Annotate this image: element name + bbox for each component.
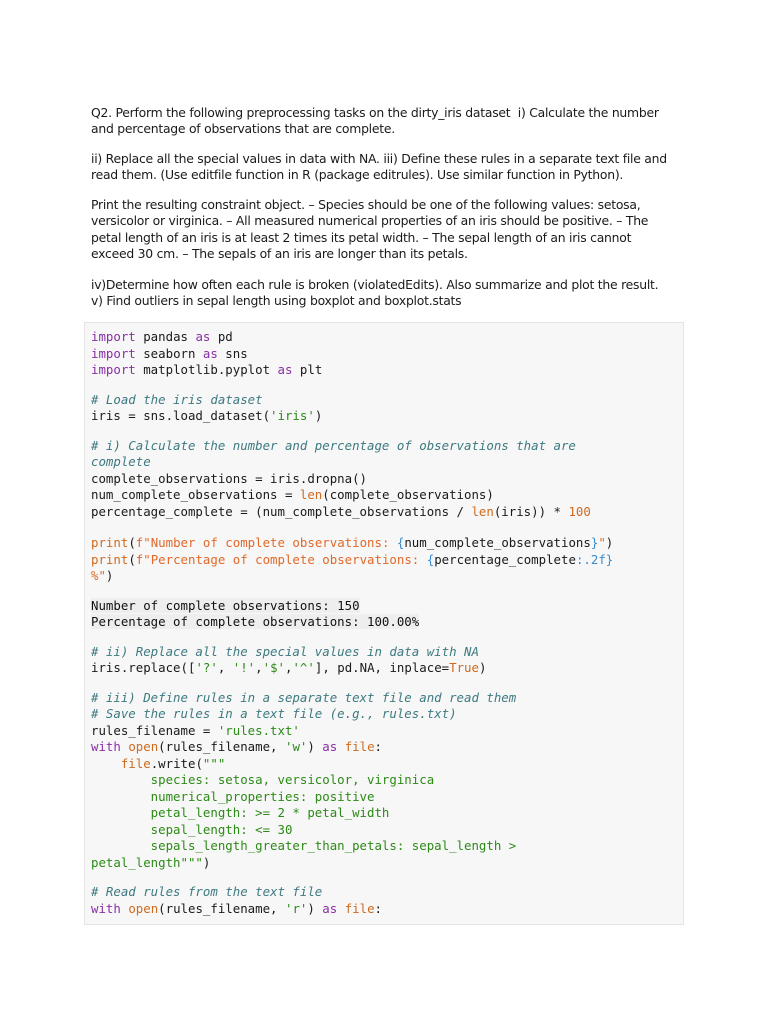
- code-token: 100: [568, 503, 591, 519]
- code-token: ): [478, 660, 487, 675]
- code-token: ], pd.NA, inplace=: [314, 660, 450, 675]
- code-token: len: [299, 487, 323, 502]
- output-text: Number of complete observations: 150: [91, 597, 360, 613]
- code-token: species: setosa, versicolor, virginica: [91, 772, 435, 787]
- constraint-description: Print the resulting constraint object. – Species should be one of the following values: setosa, versicolor or virginica. – All measured numerical properties of an iris should be positive. – The petal length of an iris is at least 2 times its petal width. – The sepal length of an iris cannot exceed 30 cm. – The sepals of an iris are longer than its petals.: [91, 197, 649, 262]
- code-line: [91, 901, 382, 918]
- code-token: 'r': [284, 900, 308, 916]
- code-token: ": [598, 535, 606, 550]
- code-token: (iris)) *: [493, 503, 569, 519]
- code-token: }: [590, 535, 599, 550]
- code-token: with: [91, 900, 121, 916]
- code-token: ): [202, 854, 211, 870]
- code-token: '!': [232, 660, 256, 675]
- question-heading: Q2. Perform the following preprocessing tasks on the dirty_iris dataset i) Calculate the number and percentage of observations that are complete.: [91, 105, 659, 137]
- code-line: [91, 822, 292, 839]
- code-line: [91, 884, 322, 901]
- code-token: file: [120, 755, 151, 771]
- code-token: [337, 901, 344, 916]
- code-token: True: [449, 660, 479, 675]
- code-token: # ii) Replace all the special values in data with NA: [91, 643, 479, 659]
- code-token: numerical_properties: positive: [91, 788, 375, 804]
- code-token: %": [91, 568, 106, 583]
- code-token: (: [128, 551, 136, 567]
- code-token: len: [471, 503, 494, 519]
- code-token: iris.replace([: [91, 660, 196, 675]
- code-token: # Save the rules in a text file (e.g., rules.txt): [91, 706, 457, 721]
- code-token: [91, 756, 121, 771]
- code-token: seaborn: [135, 345, 203, 361]
- code-token: '?': [195, 660, 218, 675]
- code-line: [91, 408, 322, 425]
- code-token: open: [128, 739, 159, 754]
- code-line: [91, 329, 233, 346]
- code-line: [91, 789, 374, 806]
- code-token: import: [91, 329, 136, 344]
- code-line: [91, 838, 516, 855]
- code-line: [91, 723, 300, 740]
- code-token: (complete_observations): [322, 487, 494, 502]
- code-line: [91, 690, 516, 707]
- output-text: Percentage of complete observations: 100.00%: [91, 614, 420, 629]
- code-token: ): [307, 900, 323, 916]
- code-token: sepals_length_greater_than_petals: sepal_length >: [91, 838, 517, 853]
- code-token: ): [105, 568, 114, 583]
- code-token: as: [277, 362, 293, 377]
- code-token: (: [128, 535, 136, 550]
- code-token: percentage_complete = (num_complete_observations /: [91, 503, 472, 519]
- code-token: as: [195, 329, 211, 344]
- code-token: """: [202, 755, 226, 771]
- code-token: petal_length""": [91, 854, 203, 870]
- code-token: file: [344, 900, 375, 916]
- code-token: num_complete_observations =: [91, 487, 300, 502]
- code-token: matplotlib.pyplot: [135, 362, 278, 377]
- code-token: 'w': [284, 739, 308, 754]
- code-token: num_complete_observations: [404, 535, 591, 550]
- code-token: pandas: [135, 329, 196, 344]
- code-line: [91, 739, 382, 756]
- code-token: ,: [217, 660, 233, 675]
- code-token: as: [322, 900, 338, 916]
- code-line: [91, 855, 210, 872]
- code-line: [91, 487, 494, 504]
- code-token: :: [374, 900, 382, 916]
- code-line: [91, 535, 613, 552]
- code-line: [91, 706, 457, 723]
- code-token: f"Number of complete observations:: [135, 535, 397, 550]
- code-token: ,: [255, 660, 263, 675]
- code-token: {: [396, 535, 405, 550]
- code-token: with: [91, 739, 121, 754]
- code-token: .write(: [150, 755, 203, 771]
- code-line: [91, 438, 576, 455]
- code-token: '$': [262, 660, 285, 675]
- code-token: '^': [292, 660, 315, 675]
- code-token: open: [128, 900, 159, 916]
- code-token: plt: [292, 362, 323, 377]
- code-line: [91, 471, 367, 488]
- code-token: import: [91, 345, 136, 361]
- code-token: sepal_length: <= 30: [91, 821, 293, 837]
- code-token: [337, 739, 344, 754]
- code-line: [91, 598, 360, 615]
- code-token: # Load the iris dataset: [91, 391, 263, 407]
- code-line: [91, 454, 151, 471]
- code-token: as: [202, 345, 218, 361]
- code-token: complete: [91, 454, 151, 469]
- question-part-ii-iii: ii) Replace all the special values in data with NA. iii) Define these rules in a separate text file and read them. (Use editfile function in R (package editrules). Use similar function in Python).: [91, 151, 667, 183]
- code-line: [91, 552, 613, 569]
- code-token: ): [314, 408, 323, 423]
- code-token: print: [91, 535, 129, 550]
- code-line: [91, 346, 248, 363]
- question-part-iv-v: iv)Determine how often each rule is broken (violatedEdits). Also summarize and plot the result. v) Find outliers in sepal length using boxplot and boxplot.stats: [91, 277, 659, 309]
- code-token: :: [374, 739, 382, 754]
- code-token: sns: [217, 345, 248, 361]
- code-token: # i) Calculate the number and percentage of observations that are: [91, 437, 576, 453]
- code-token: import: [91, 362, 136, 377]
- code-token: # iii) Define rules in a separate text file and read them: [91, 689, 517, 705]
- code-line: [91, 772, 434, 789]
- code-token: 'rules.txt': [217, 722, 300, 738]
- code-token: ): [307, 739, 323, 754]
- code-token: petal_length: >= 2 * petal_width: [91, 805, 390, 820]
- code-line: [91, 504, 591, 521]
- code-token: file: [344, 739, 375, 754]
- code-token: {: [426, 551, 435, 567]
- code-line: [91, 568, 113, 585]
- code-token: percentage_complete: [434, 551, 576, 567]
- code-token: (rules_filename,: [158, 739, 285, 754]
- code-line: [91, 805, 389, 822]
- code-token: as: [322, 739, 338, 754]
- code-line: [91, 756, 225, 773]
- code-token: 'iris': [270, 408, 315, 423]
- code-line: [91, 614, 419, 631]
- code-token: f"Percentage of complete observations:: [135, 551, 427, 567]
- code-token: print: [91, 551, 129, 567]
- code-token: (rules_filename,: [158, 900, 285, 916]
- code-token: ): [605, 535, 614, 550]
- code-token: rules_filename =: [91, 722, 218, 738]
- code-token: ,: [285, 660, 293, 675]
- code-token: complete_observations = iris.dropna(): [91, 470, 368, 486]
- code-line: [91, 362, 322, 379]
- code-line: [91, 660, 486, 677]
- code-token: iris = sns.load_dataset(: [91, 408, 271, 423]
- code-line: [91, 392, 263, 409]
- code-token: pd: [210, 329, 233, 344]
- code-block: [84, 322, 684, 925]
- code-token: :.2f}: [575, 551, 614, 567]
- code-token: # Read rules from the text file: [91, 884, 323, 899]
- code-line: [91, 644, 479, 661]
